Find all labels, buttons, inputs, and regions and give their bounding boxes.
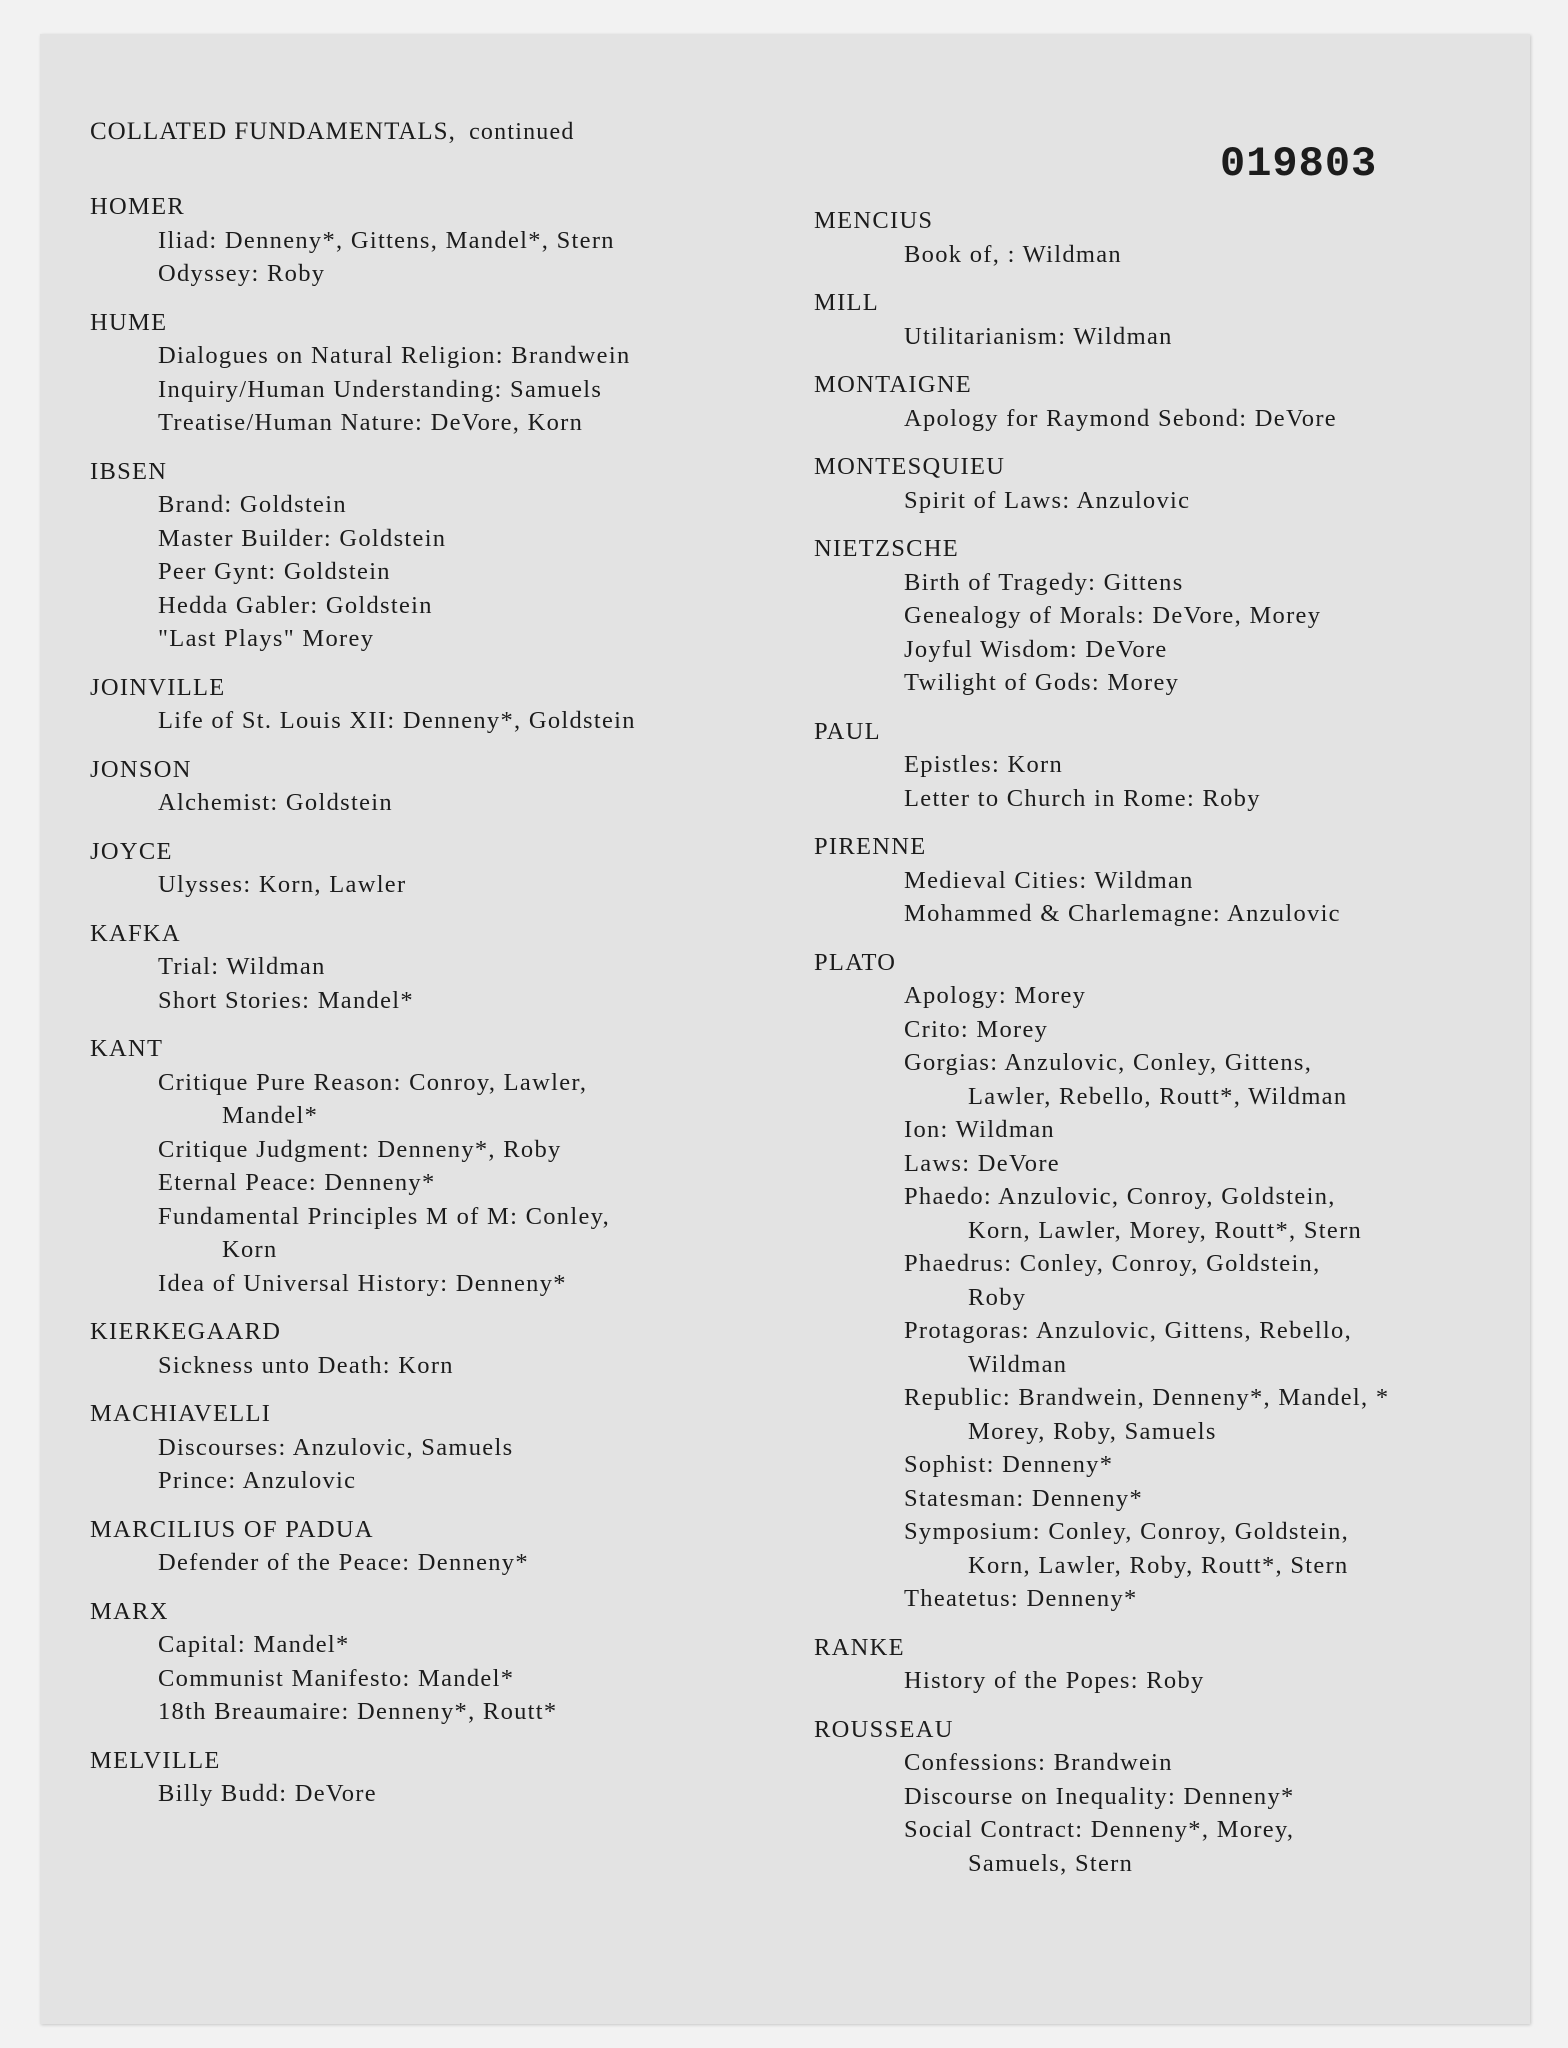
work-line: Ulysses: Korn, Lawler bbox=[158, 871, 407, 898]
work-line: Book of, : Wildman bbox=[904, 240, 1122, 268]
author-entry bbox=[90, 1032, 830, 1300]
work-item bbox=[814, 1582, 1534, 1616]
work-item bbox=[814, 748, 1534, 782]
work-line: Phaedo: Anzulovic, Conroy, Goldstein, bbox=[904, 1183, 1336, 1210]
page-heading bbox=[90, 118, 575, 146]
work-item bbox=[90, 555, 830, 589]
work-line: Brand: Goldstein bbox=[158, 491, 347, 518]
work-item bbox=[814, 1046, 1534, 1113]
author-entry bbox=[90, 917, 830, 1018]
work-item bbox=[814, 666, 1534, 700]
work-line: Prince: Anzulovic bbox=[158, 1467, 357, 1494]
author-name: IBSEN bbox=[90, 457, 168, 485]
author-entry bbox=[814, 715, 1534, 816]
author-name: PLATO bbox=[814, 948, 897, 976]
author-name: KIERKEGAARD bbox=[90, 1318, 282, 1345]
author-name: HOMER bbox=[90, 193, 185, 220]
heading-title: COLLATED FUNDAMENTALS, bbox=[90, 118, 456, 145]
work-item bbox=[90, 373, 830, 407]
left-column bbox=[90, 190, 830, 1826]
work-line: Communist Manifesto: Mandel* bbox=[158, 1664, 515, 1692]
work-item bbox=[814, 979, 1534, 1013]
author-entry bbox=[90, 1397, 830, 1498]
author-entry bbox=[90, 1513, 830, 1580]
author-entry bbox=[814, 946, 1534, 1616]
work-item bbox=[814, 1113, 1534, 1147]
author-entry bbox=[90, 753, 830, 820]
work-item bbox=[90, 950, 830, 984]
author-entry bbox=[814, 1713, 1534, 1881]
work-line: Life of St. Louis XII: Denneny*, Goldstein bbox=[158, 707, 636, 734]
author-name: KAFKA bbox=[90, 919, 181, 947]
work-item bbox=[814, 1247, 1534, 1314]
work-item bbox=[90, 1662, 830, 1696]
work-line: Master Builder: Goldstein bbox=[158, 524, 447, 552]
author-entry bbox=[90, 1315, 830, 1382]
work-item bbox=[814, 599, 1534, 633]
work-line: Critique Judgment: Denneny*, Roby bbox=[158, 1135, 562, 1163]
author-name: MACHIAVELLI bbox=[90, 1400, 272, 1427]
work-line: Birth of Tragedy: Gittens bbox=[904, 568, 1184, 596]
author-name: RANKE bbox=[814, 1633, 905, 1661]
work-item bbox=[814, 1515, 1534, 1582]
work-line: Joyful Wisdom: DeVore bbox=[904, 635, 1168, 663]
work-item bbox=[90, 1431, 830, 1465]
work-line: Republic: Brandwein, Denneny*, Mandel, * bbox=[904, 1384, 1390, 1411]
work-line: Confessions: Brandwein bbox=[904, 1749, 1173, 1776]
work-line: Crito: Morey bbox=[904, 1015, 1049, 1043]
work-line: Discourses: Anzulovic, Samuels bbox=[158, 1433, 514, 1461]
work-line: Statesman: Denneny* bbox=[904, 1484, 1144, 1512]
work-line: Samuels, Stern bbox=[968, 1849, 1134, 1877]
work-item bbox=[814, 1180, 1534, 1247]
work-item bbox=[814, 1780, 1534, 1814]
work-line: Wildman bbox=[968, 1350, 1068, 1378]
work-line: Morey, Roby, Samuels bbox=[968, 1417, 1217, 1445]
work-item bbox=[814, 238, 1534, 272]
work-line: Short Stories: Mandel* bbox=[158, 986, 414, 1014]
work-line: Spirit of Laws: Anzulovic bbox=[904, 486, 1191, 514]
author-entry bbox=[814, 1631, 1534, 1698]
work-item bbox=[814, 782, 1534, 816]
work-item bbox=[90, 1546, 830, 1580]
work-line: Inquiry/Human Understanding: Samuels bbox=[158, 375, 603, 403]
work-line: Symposium: Conley, Conroy, Goldstein, bbox=[904, 1518, 1350, 1545]
work-item bbox=[814, 320, 1534, 354]
work-item bbox=[814, 484, 1534, 518]
author-entry bbox=[814, 830, 1534, 931]
work-line: Korn, Lawler, Morey, Routt*, Stern bbox=[968, 1216, 1363, 1244]
author-name: HUME bbox=[90, 308, 168, 336]
work-item bbox=[90, 257, 830, 291]
work-line: Apology: Morey bbox=[904, 982, 1087, 1009]
author-entry bbox=[814, 204, 1534, 271]
work-line: Defender of the Peace: Denneny* bbox=[158, 1549, 529, 1576]
work-line: Treatise/Human Nature: DeVore, Korn bbox=[158, 409, 584, 436]
work-line: Critique Pure Reason: Conroy, Lawler, bbox=[158, 1068, 588, 1096]
work-line: Odyssey: Roby bbox=[158, 260, 326, 287]
work-line: Korn bbox=[222, 1236, 278, 1263]
work-item bbox=[90, 1166, 830, 1200]
author-name: MILL bbox=[814, 289, 880, 316]
work-item bbox=[90, 522, 830, 556]
work-item bbox=[814, 1314, 1534, 1381]
work-line: Iliad: Denneny*, Gittens, Mandel*, Stern bbox=[158, 226, 615, 254]
author-name: JOYCE bbox=[90, 837, 173, 865]
work-line: Dialogues on Natural Religion: Brandwein bbox=[158, 342, 631, 369]
work-line: Epistles: Korn bbox=[904, 751, 1064, 778]
work-line: Theatetus: Denneny* bbox=[904, 1585, 1138, 1612]
author-entry bbox=[90, 671, 830, 738]
author-entry bbox=[90, 835, 830, 902]
work-item bbox=[814, 864, 1534, 898]
author-name: MARCILIUS OF PADUA bbox=[90, 1515, 374, 1543]
work-item bbox=[90, 984, 830, 1018]
author-entry bbox=[814, 450, 1534, 517]
work-line: Sickness unto Death: Korn bbox=[158, 1351, 454, 1379]
work-line: Social Contract: Denneny*, Morey, bbox=[904, 1816, 1295, 1843]
author-name: PIRENNE bbox=[814, 833, 927, 860]
author-entry bbox=[90, 306, 830, 440]
work-line: Phaedrus: Conley, Conroy, Goldstein, bbox=[904, 1250, 1321, 1277]
work-line: Mandel* bbox=[222, 1102, 319, 1129]
work-line: Genealogy of Morals: DeVore, Morey bbox=[904, 602, 1322, 629]
right-column bbox=[814, 204, 1534, 1895]
work-item bbox=[814, 1381, 1534, 1448]
work-line: "Last Plays" Morey bbox=[158, 625, 375, 652]
author-name: MONTAIGNE bbox=[814, 371, 973, 398]
work-item bbox=[90, 589, 830, 623]
work-item bbox=[90, 1267, 830, 1301]
author-entry bbox=[814, 286, 1534, 353]
work-item bbox=[90, 1200, 830, 1267]
work-line: Twilight of Gods: Morey bbox=[904, 669, 1180, 696]
work-item bbox=[814, 1448, 1534, 1482]
work-line: Utilitarianism: Wildman bbox=[904, 322, 1173, 350]
work-item bbox=[814, 566, 1534, 600]
work-line: Protagoras: Anzulovic, Gittens, Rebello, bbox=[904, 1317, 1353, 1344]
author-name: MARX bbox=[90, 1597, 169, 1625]
work-line: Lawler, Rebello, Routt*, Wildman bbox=[968, 1082, 1348, 1110]
author-name: PAUL bbox=[814, 717, 881, 745]
work-item bbox=[90, 786, 830, 820]
author-entry bbox=[90, 1744, 830, 1811]
work-line: Sophist: Denneny* bbox=[904, 1451, 1114, 1478]
work-line: Capital: Mandel* bbox=[158, 1631, 350, 1658]
work-item bbox=[90, 1133, 830, 1167]
work-line: Gorgias: Anzulovic, Conley, Gittens, bbox=[904, 1049, 1313, 1076]
work-item bbox=[90, 868, 830, 902]
author-entry bbox=[90, 455, 830, 656]
heading-subtitle: continued bbox=[469, 119, 575, 145]
work-item bbox=[90, 488, 830, 522]
work-line: Medieval Cities: Wildman bbox=[904, 866, 1194, 894]
author-name: JOINVILLE bbox=[90, 673, 226, 701]
author-entry bbox=[90, 1595, 830, 1729]
work-item bbox=[90, 1695, 830, 1729]
work-line: Apology for Raymond Sebond: DeVore bbox=[904, 404, 1337, 432]
document-number: 019803 bbox=[1220, 140, 1378, 188]
work-item bbox=[90, 406, 830, 440]
work-line: Idea of Universal History: Denneny* bbox=[158, 1269, 567, 1297]
author-name: NIETZSCHE bbox=[814, 535, 960, 562]
author-name: MENCIUS bbox=[814, 207, 934, 234]
work-item bbox=[814, 633, 1534, 667]
work-line: Roby bbox=[968, 1283, 1027, 1311]
work-line: Billy Budd: DeVore bbox=[158, 1780, 377, 1807]
work-item bbox=[90, 1777, 830, 1811]
author-entry bbox=[814, 532, 1534, 700]
document-page bbox=[40, 34, 1530, 2024]
work-item bbox=[90, 224, 830, 258]
work-line: Peer Gynt: Goldstein bbox=[158, 558, 391, 585]
author-name: MONTESQUIEU bbox=[814, 453, 1006, 480]
work-line: Laws: DeVore bbox=[904, 1149, 1060, 1177]
work-item bbox=[814, 1813, 1534, 1880]
work-item bbox=[814, 1013, 1534, 1047]
work-item bbox=[814, 897, 1534, 931]
work-line: Eternal Peace: Denneny* bbox=[158, 1169, 436, 1196]
work-item bbox=[90, 339, 830, 373]
work-item bbox=[814, 1147, 1534, 1181]
work-line: Letter to Church in Rome: Roby bbox=[904, 784, 1261, 812]
work-line: Ion: Wildman bbox=[904, 1116, 1055, 1143]
work-item bbox=[90, 1066, 830, 1133]
work-line: History of the Popes: Roby bbox=[904, 1667, 1205, 1694]
work-line: 18th Breaumaire: Denneny*, Routt* bbox=[158, 1698, 558, 1725]
author-entry bbox=[90, 190, 830, 291]
work-item bbox=[814, 1746, 1534, 1780]
author-name: KANT bbox=[90, 1035, 164, 1062]
work-line: Hedda Gabler: Goldstein bbox=[158, 591, 433, 619]
work-line: Discourse on Inequality: Denneny* bbox=[904, 1782, 1295, 1810]
work-item bbox=[814, 402, 1534, 436]
author-entry bbox=[814, 368, 1534, 435]
work-item bbox=[814, 1482, 1534, 1516]
work-line: Mohammed & Charlemagne: Anzulovic bbox=[904, 900, 1341, 927]
author-name: JONSON bbox=[90, 755, 192, 783]
work-line: Alchemist: Goldstein bbox=[158, 789, 393, 816]
work-line: Trial: Wildman bbox=[158, 953, 326, 980]
author-name: MELVILLE bbox=[90, 1746, 221, 1774]
work-item bbox=[90, 1349, 830, 1383]
work-item bbox=[814, 1664, 1534, 1698]
author-name: ROUSSEAU bbox=[814, 1715, 954, 1743]
work-item bbox=[90, 622, 830, 656]
work-line: Korn, Lawler, Roby, Routt*, Stern bbox=[968, 1551, 1349, 1579]
work-item bbox=[90, 1464, 830, 1498]
work-item bbox=[90, 704, 830, 738]
work-item bbox=[90, 1628, 830, 1662]
work-line: Fundamental Principles M of M: Conley, bbox=[158, 1202, 611, 1230]
